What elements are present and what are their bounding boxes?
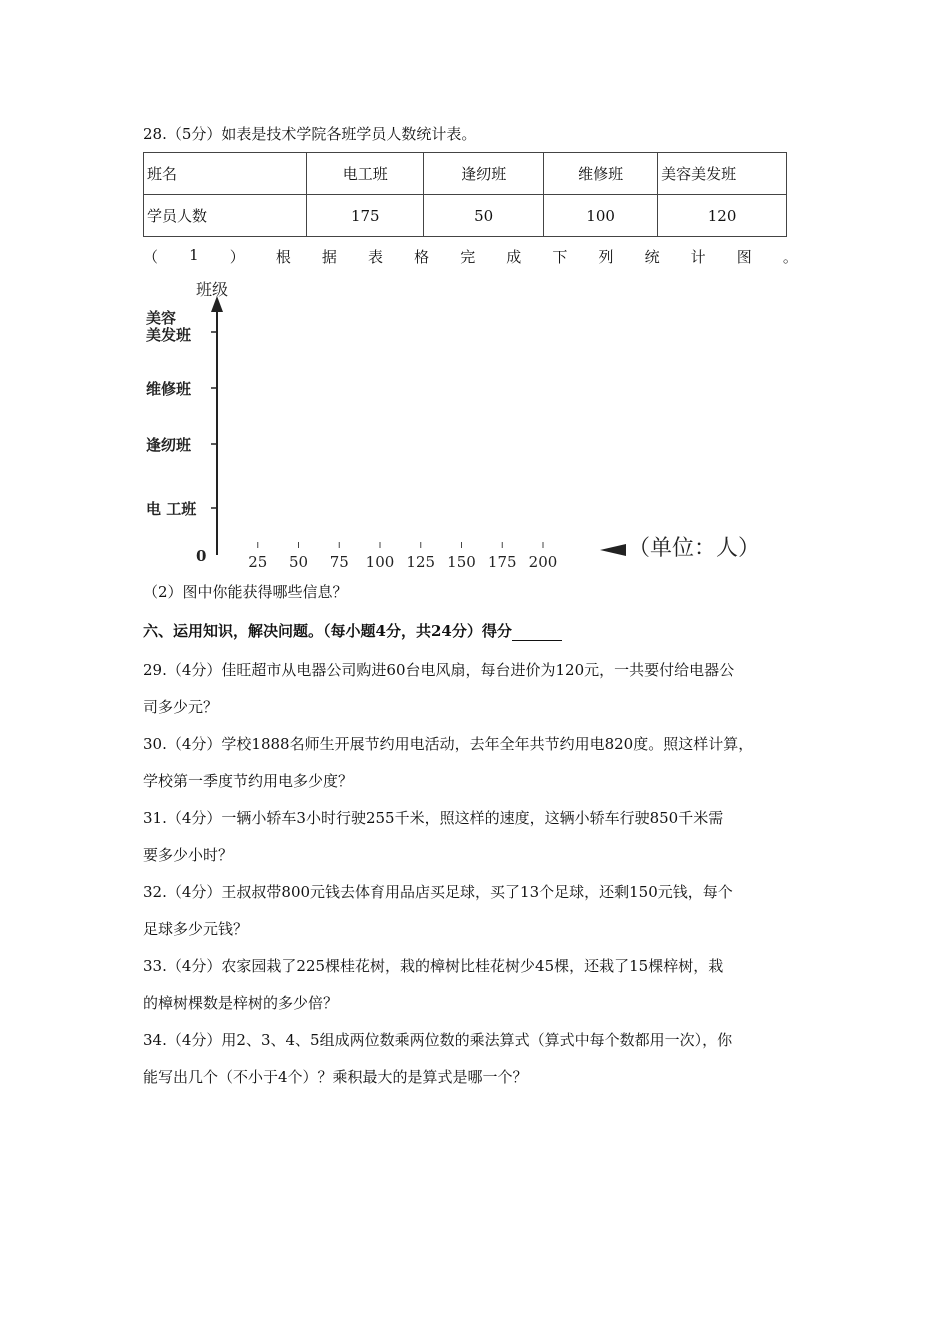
table-cell: 维修班: [544, 153, 658, 195]
x-axis-arrow: [600, 544, 626, 556]
bar-chart-blank: [130, 272, 810, 577]
section-6-heading: [143, 621, 562, 641]
part1-char: 成: [506, 248, 522, 266]
part1-char: 。: [782, 248, 798, 266]
question-text-continued: 能写出几个（不小于4个）？乘积最大的是算式是哪一个？: [143, 1068, 528, 1086]
table-cell: 班名: [144, 153, 307, 195]
score-blank[interactable]: [512, 624, 562, 641]
category-label: 美发班: [146, 326, 192, 344]
q28-title: 28.（5分）如表是技术学院各班学员人数统计表。: [143, 125, 477, 143]
part1-char: 下: [552, 248, 568, 266]
x-tick-label: 100: [365, 553, 395, 571]
x-tick-label: 175: [487, 553, 517, 571]
part1-char: 列: [598, 248, 614, 266]
table-row: [144, 195, 787, 237]
table-cell: 电工班: [307, 153, 424, 195]
question-text: 34.（4分）用2、3、4、5组成两位数乘两位数的乘法算式（算式中每个数都用一次），你: [143, 1031, 733, 1049]
x-tick-label: 75: [329, 553, 349, 571]
x-tick-label: 200: [528, 553, 558, 571]
table-cell: 美容美发班: [658, 153, 787, 195]
question-text: 32.（4分）王叔叔带800元钱去体育用品店买足球，买了13个足球，还剩150元钱，每个: [143, 883, 733, 901]
class-stats-table: [143, 152, 787, 237]
question-text: 30.（4分）学校1888名师生开展节约用电活动，去年全年共节约用电820度。照这样计算，: [143, 735, 754, 753]
part1-char: ）: [229, 248, 245, 266]
x-tick-label: 50: [288, 553, 309, 571]
table-cell: 175: [307, 195, 424, 237]
part1-char: 格: [414, 248, 430, 266]
y-axis-label: 班级: [196, 280, 229, 299]
category-label: 美容: [146, 309, 177, 327]
category-label: 维修班: [146, 380, 192, 398]
part1-char: 据: [321, 248, 337, 266]
part1-char: 计: [690, 248, 706, 266]
category-label: 电 工班: [146, 500, 197, 518]
part1-char: 完: [460, 248, 476, 266]
question-text-continued: 足球多少元钱？: [143, 920, 249, 938]
table-cell: 学员人数: [144, 195, 307, 237]
part1-char: 表: [368, 248, 384, 266]
part1-char: 1: [189, 246, 199, 264]
table-cell: 50: [424, 195, 544, 237]
table-cell: 120: [658, 195, 787, 237]
x-tick-label: 125: [406, 553, 436, 571]
q28-part2: （2）图中你能获得哪些信息？: [143, 583, 348, 601]
part1-char: 图: [736, 248, 752, 266]
part1-char: 根: [275, 248, 291, 266]
x-tick-label: 25: [248, 553, 268, 571]
question-text-continued: 学校第一季度节约用电多少度？: [143, 772, 354, 790]
origin-label: 0: [196, 547, 207, 565]
question-text: 31.（4分）一辆小轿车3小时行驶255千米，照这样的速度，这辆小轿车行驶850千米需: [143, 809, 724, 827]
question-text-continued: 的樟树棵数是梓树的多少倍？: [143, 994, 339, 1012]
x-tick-label: 150: [447, 553, 476, 571]
question-text: 33.（4分）农家园栽了225棵桂花树，栽的樟树比桂花树少45棵，还栽了15棵梓树，栽: [143, 957, 724, 975]
table-cell: 逢纫班: [424, 153, 544, 195]
part1-char: 统: [644, 248, 660, 266]
table-cell: 100: [544, 195, 658, 237]
section-6-heading-text: 六、运用知识，解决问题。（每小题4分，共24分）得分: [143, 622, 512, 640]
part1-char: （: [143, 248, 159, 266]
table-header-row: [144, 153, 787, 195]
x-axis-unit-label: （单位：人）: [628, 536, 761, 561]
category-label: 逢纫班: [146, 436, 192, 454]
q28-part1: [143, 246, 798, 267]
question-text-continued: 要多少小时？: [143, 846, 234, 864]
question-text-continued: 司多少元？: [143, 698, 219, 716]
question-text: 29.（4分）佳旺超市从电器公司购进60台电风扇，每台进价为120元，一共要付给电器公: [143, 661, 735, 679]
